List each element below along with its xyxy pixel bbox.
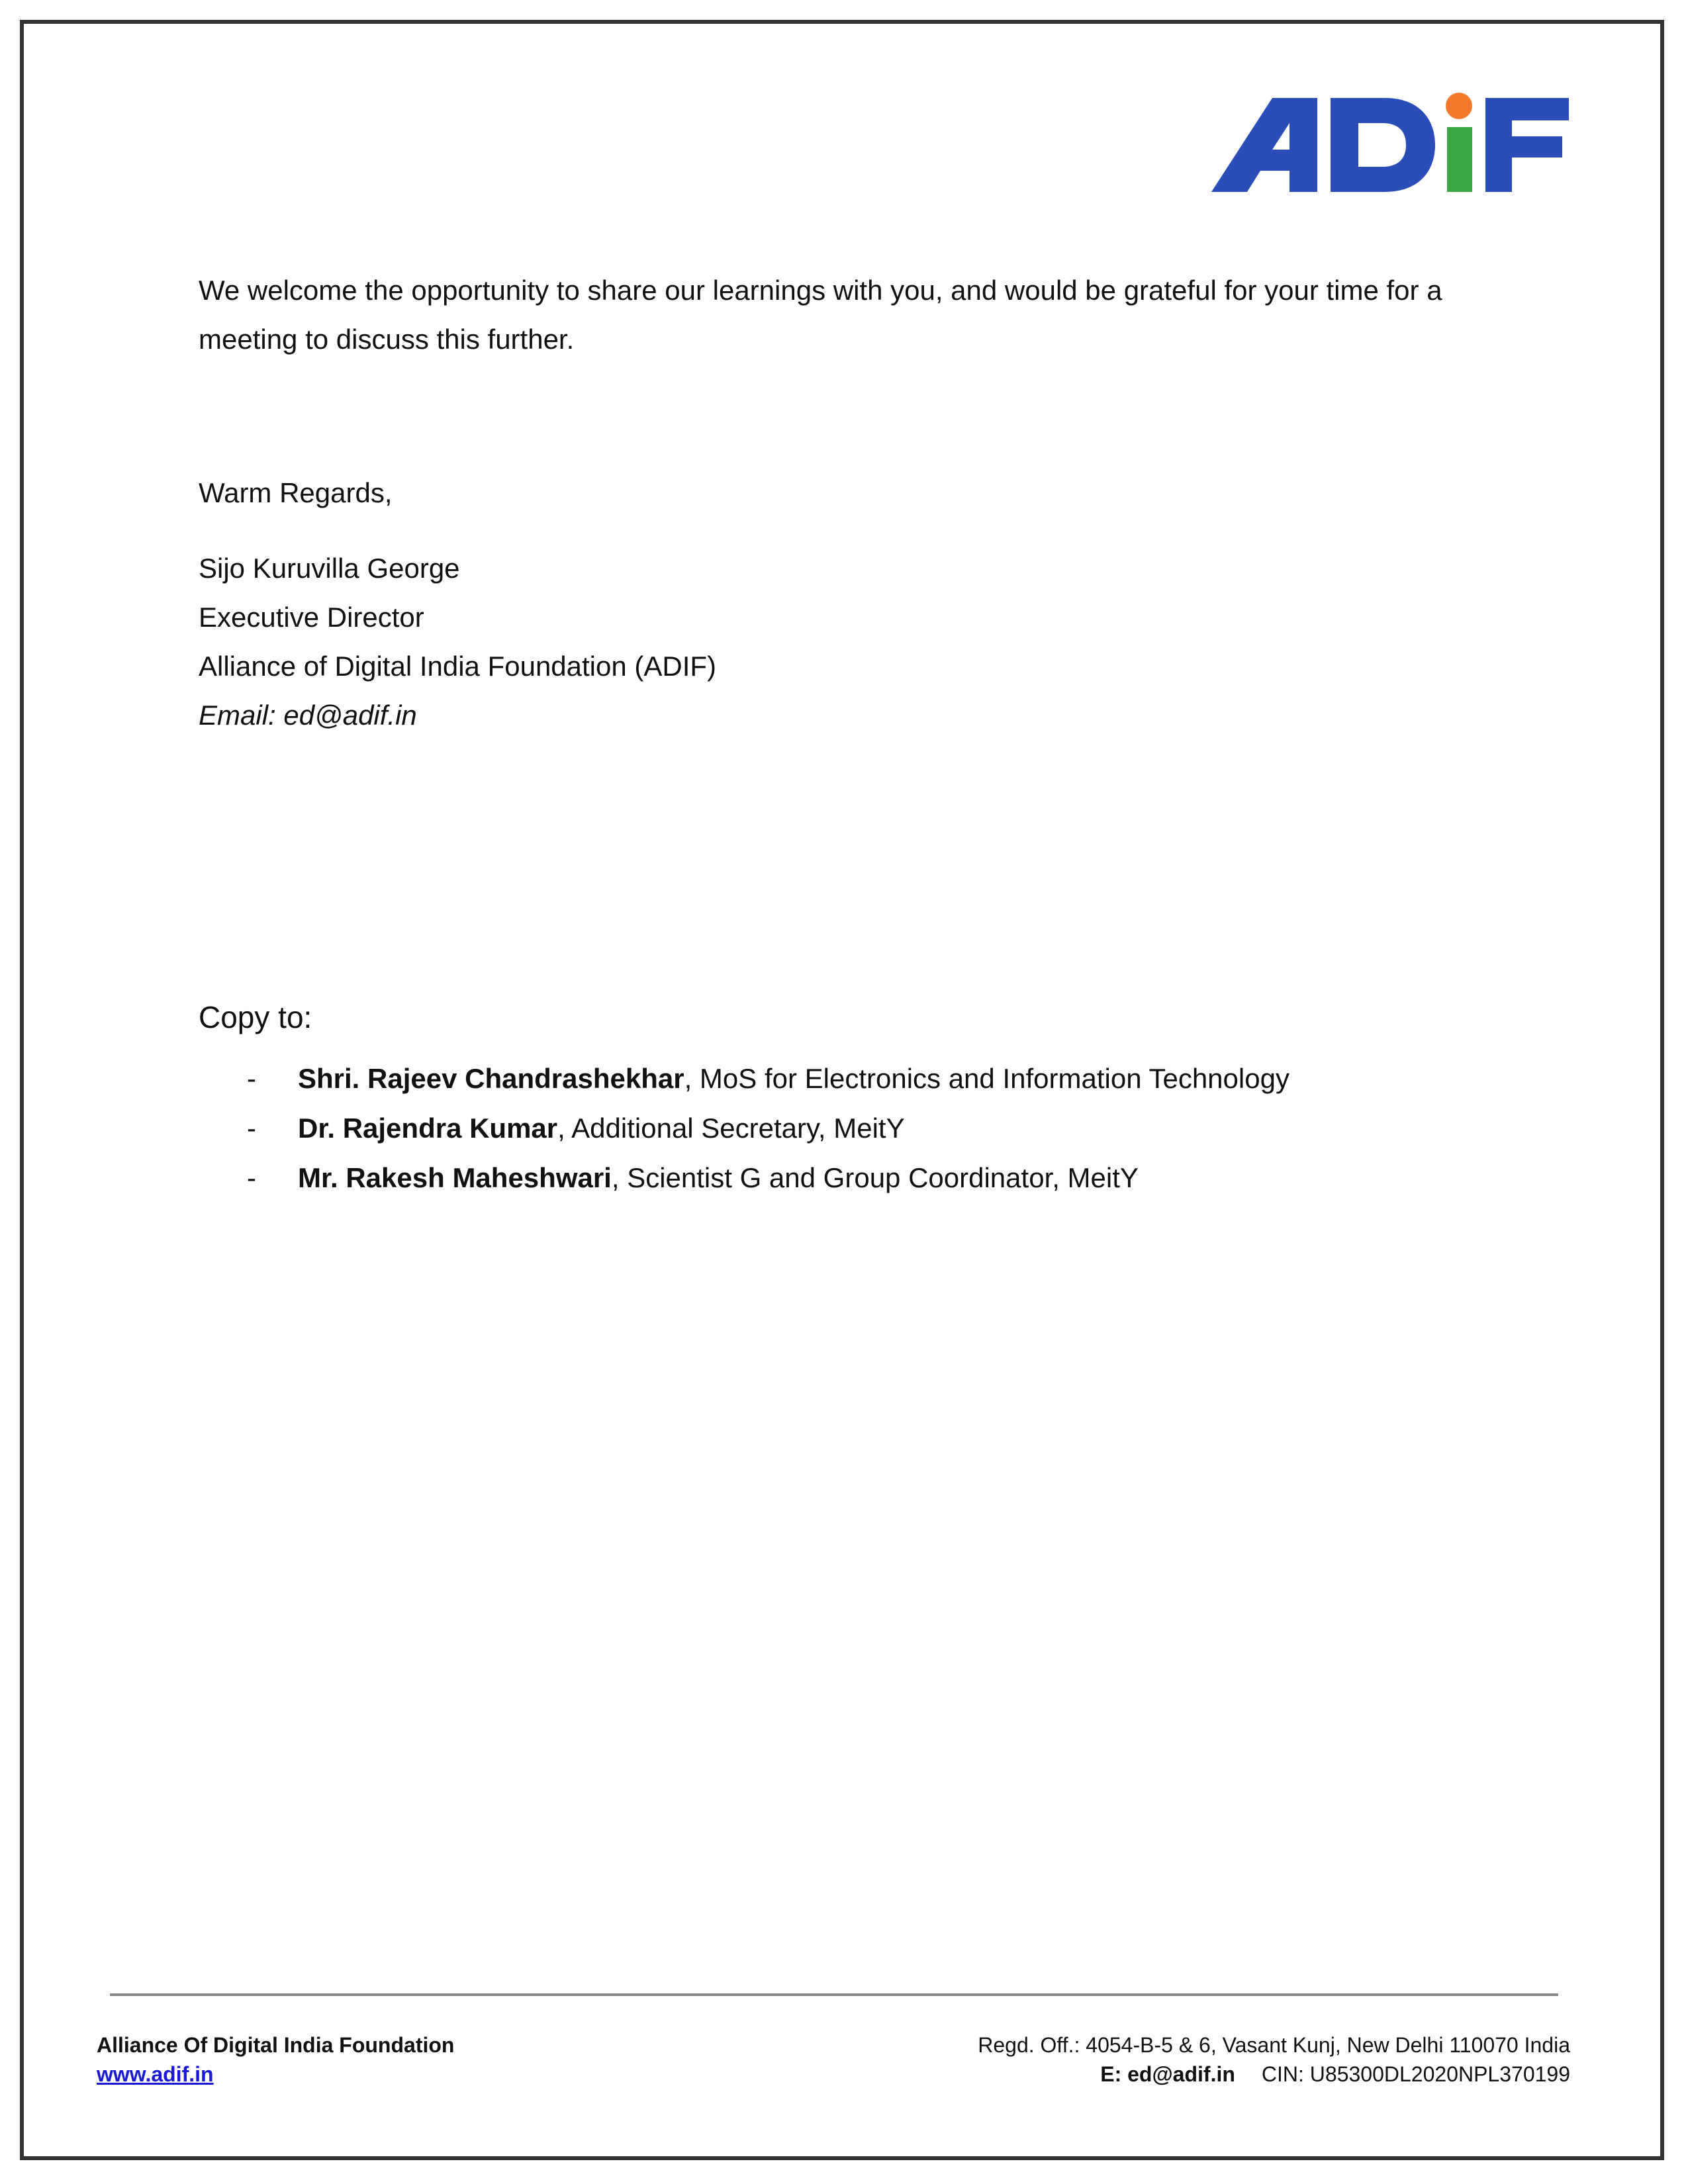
logo-letter-a: [1211, 98, 1317, 192]
signatory-organization: Alliance of Digital India Foundation (ADIF): [199, 651, 717, 682]
list-dash: -: [247, 1113, 256, 1144]
footer-right: [978, 2030, 1570, 2089]
logo-letter-d: [1331, 98, 1435, 192]
signatory-email: Email: ed@adif.in: [199, 700, 417, 731]
recipient-name: Mr. Rakesh Maheshwari: [298, 1162, 612, 1193]
list-dash: -: [247, 1162, 256, 1193]
letter-paragraph: We welcome the opportunity to share our learnings with you, and would be grateful for your time for a meeting to discuss this further.: [199, 275, 1442, 355]
footer-organization: Alliance Of Digital India Foundation: [97, 2033, 455, 2057]
signatory-name: Sijo Kuruvilla George: [199, 553, 460, 584]
signatory-title: Executive Director: [199, 602, 424, 633]
recipient-role: , Additional Secretary, MeitY: [557, 1113, 905, 1144]
closing-salutation: Warm Regards,: [199, 477, 393, 508]
copy-to-heading: Copy to:: [199, 1000, 312, 1034]
logo-letter-f: [1485, 98, 1569, 192]
logo-i-dot: [1446, 93, 1472, 119]
adif-logo: [1211, 86, 1569, 199]
logo-i-stem: [1447, 127, 1472, 192]
footer-cin: CIN: U85300DL2020NPL370199: [1261, 2062, 1570, 2086]
copy-to-item: [199, 1054, 1456, 1103]
recipient-name: Shri. Rajeev Chandrashekhar: [298, 1063, 684, 1094]
signature-block: [199, 544, 716, 740]
copy-to-list: [199, 1054, 1456, 1203]
footer-divider: [110, 1993, 1558, 1996]
recipient-role: , MoS for Electronics and Information Technology: [684, 1063, 1289, 1094]
copy-to-item: [199, 1103, 1456, 1153]
footer-left: [97, 2030, 454, 2089]
footer-address: Regd. Off.: 4054-B-5 & 6, Vasant Kunj, New Delhi 110070 India: [978, 2033, 1570, 2057]
recipient-role: , Scientist G and Group Coordinator, MeitY: [611, 1162, 1139, 1193]
footer-email: E: ed@adif.in: [1100, 2062, 1235, 2086]
recipient-name: Dr. Rajendra Kumar: [298, 1113, 558, 1144]
copy-to-item: [199, 1153, 1456, 1203]
list-dash: -: [247, 1063, 256, 1094]
footer-website-link[interactable]: www.adif.in: [97, 2062, 214, 2086]
